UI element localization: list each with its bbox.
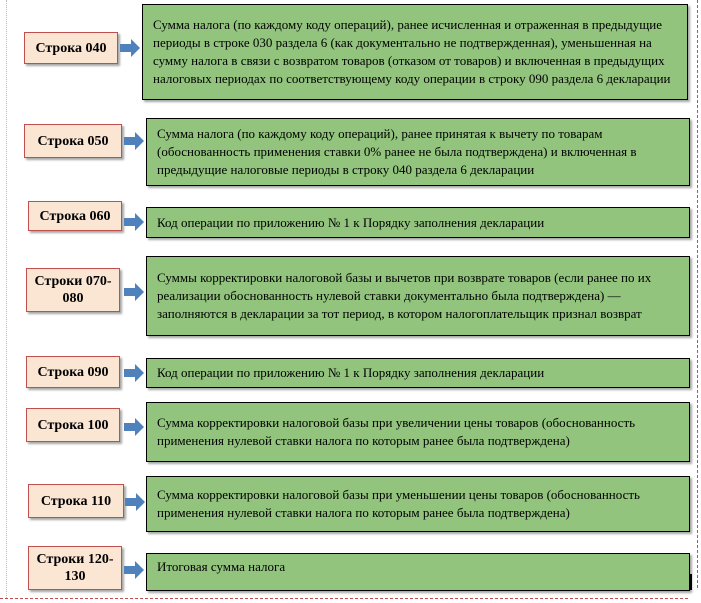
row-description: Суммы корректировки налоговой базы и вычетов при возврате товаров (если ранее по их реализации обоснованность нулевой ставки документально была подтверждена) — заполняются в декларации за тот период, в котором налогоплательщик признал возврат — [146, 256, 690, 336]
row-description: Код операции по приложению № 1 к Порядку заполнения декларации — [146, 358, 690, 388]
row-label: Строка 040 — [24, 32, 118, 64]
arrow-right-icon — [120, 38, 140, 58]
page-border-right — [697, 0, 698, 588]
row-label: Строка 050 — [24, 124, 122, 158]
row-label: Строки 070-080 — [26, 268, 120, 312]
row-label: Строка 060 — [28, 201, 122, 231]
arrow-right-icon — [125, 492, 145, 512]
row-description: Код операции по приложению № 1 к Порядку заполнения декларации — [146, 207, 690, 238]
row-label: Строки 120-130 — [28, 546, 122, 590]
page-border-bottom — [0, 598, 688, 599]
text-cursor — [690, 574, 692, 590]
arrow-right-icon — [124, 363, 144, 383]
row-description: Сумма налога (по каждому коду операций), ранее исчисленная и отраженная в предыдущие периоды в строке 030 раздела 6 (как документально не подтвержденная), уменьшенная на сумму налога в связи с возвратом товаров (отказом от товаров) и включенная в предыдущих налоговых периодах по соответствующему коду операции в строку 090 раздела 6 декларации — [142, 4, 688, 100]
arrow-right-icon — [124, 560, 144, 580]
row-description: Сумма корректировки налоговой базы при уменьшении цены товаров (обоснованность применения нулевой ставки налога по которым ранее была подтверждена) — [146, 476, 690, 532]
arrow-right-icon — [124, 417, 144, 437]
arrow-right-icon — [124, 131, 144, 151]
page-border-left — [6, 0, 7, 598]
arrow-right-icon — [124, 212, 144, 232]
row-label: Строка 110 — [28, 484, 124, 518]
row-description: Сумма корректировки налоговой базы при увеличении цены товаров (обоснованность применения нулевой ставки налога по которым ранее была подтверждена) — [146, 402, 690, 462]
row-label: Строка 100 — [26, 408, 120, 442]
row-description: Сумма налога (по каждому коду операций), ранее принятая к вычету по товарам (обоснованность применения ставки 0% ранее не была подтверждена) и включенная в предыдущие налоговые периоды в строку 040 раздела 6 декларации — [146, 118, 690, 186]
row-label: Строка 090 — [26, 356, 120, 388]
arrow-right-icon — [124, 282, 144, 302]
row-description: Итоговая сумма налога — [146, 553, 690, 591]
